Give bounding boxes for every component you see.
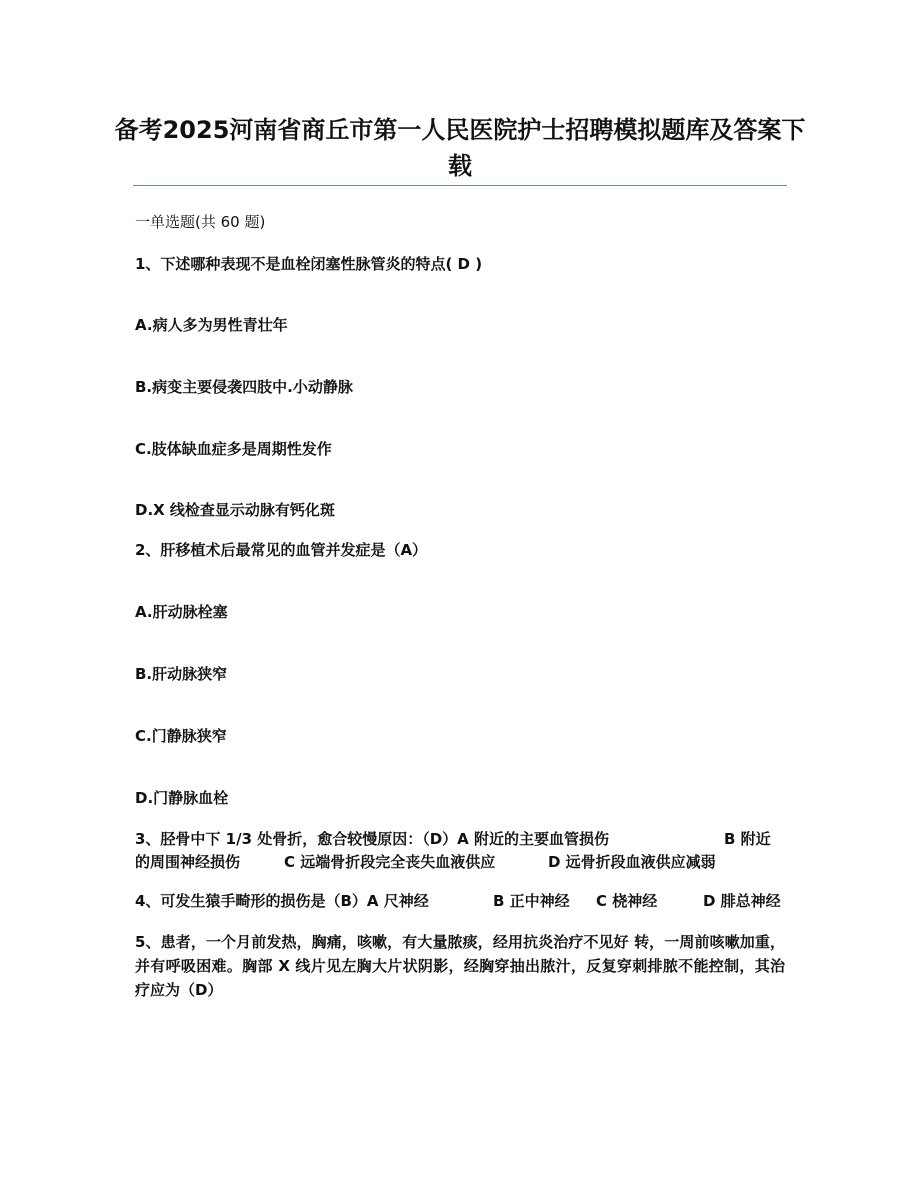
question-1-option-d: D.X 线检查显示动脉有钙化斑: [135, 501, 335, 519]
question-3-option-b-cont: 的周围神经损伤: [135, 853, 241, 871]
question-2-option-d: D.门静脉血栓: [135, 789, 229, 807]
question-4-stem: 4、可发生猿手畸形的损伤是（B）A 尺神经: [135, 892, 429, 910]
document-title: 备考2025河南省商丘市第一人民医院护士招聘模拟题库及答案下载: [114, 116, 806, 180]
question-3-option-c: C 远端骨折段完全丧失血液供应: [284, 853, 496, 871]
question-2-option-b: B.肝动脉狭窄: [135, 665, 228, 683]
title-divider: [133, 185, 787, 186]
question-2-option-a: A.肝动脉栓塞: [135, 603, 228, 621]
question-2-stem: 2、肝移植术后最常见的血管并发症是（A）: [135, 541, 428, 559]
question-1-stem: 1、下述哪种表现不是血栓闭塞性脉管炎的特点( D ): [135, 255, 483, 273]
question-2-option-c: C.门静脉狭窄: [135, 727, 227, 745]
question-1-option-a: A.病人多为男性青壮年: [135, 316, 288, 334]
question-3-line1-tail: B 附近: [724, 830, 771, 848]
question-5-stem: 5、患者，一个月前发热，胸痛，咳嗽，有大量脓痰，经用抗炎治疗不见好 转，一周前咳嗽加重，并有呼吸困难。胸部 X 线片见左胸大片状阴影，经胸穿抽出脓汁，反复穿刺排脓不能控制，其治疗应为（D）: [135, 933, 785, 999]
section-heading: 一单选题(共 60 题): [135, 213, 266, 231]
question-4-option-b: B 正中神经: [493, 892, 570, 910]
question-3-line1: 3、胫骨中下 1/3 处骨折，愈合较慢原因：（D）A 附近的主要血管损伤: [135, 830, 610, 848]
question-4-option-c: C 桡神经: [596, 892, 658, 910]
question-1-option-b: B.病变主要侵袭四肢中.小动静脉: [135, 378, 353, 396]
question-4-option-d: D 腓总神经: [703, 892, 781, 910]
question-3-option-d: D 远骨折段血液供应减弱: [548, 853, 716, 871]
question-1-option-c: C.肢体缺血症多是周期性发作: [135, 440, 332, 458]
